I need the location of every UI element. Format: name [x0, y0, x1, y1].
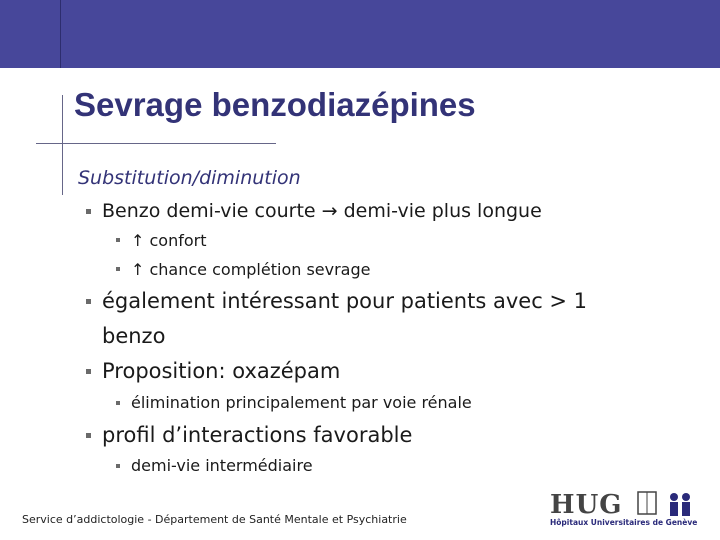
sub-bullet-text: ↑ chance complétion sevrage: [131, 260, 371, 279]
bullet-marker: [86, 369, 91, 374]
header-band: [0, 0, 720, 68]
bullet-text: Benzo demi-vie courte → demi-vie plus longue: [102, 200, 542, 222]
header-divider: [60, 0, 61, 68]
bullet-marker: [86, 209, 91, 214]
slide-title: Sevrage benzodiazépines: [74, 86, 476, 123]
logo-wordmark: HUG: [550, 490, 623, 520]
bullet-marker: [86, 299, 91, 304]
title-divider-horizontal: [36, 143, 276, 144]
bullet-text: Proposition: oxazépam: [102, 359, 341, 383]
sub-bullet-text: demi-vie intermédiaire: [131, 456, 313, 475]
title-divider-vertical: [62, 95, 63, 195]
sub-bullet-text: ↑ confort: [131, 231, 207, 250]
bullet-text: profil d’interactions favorable: [102, 423, 413, 447]
sub-bullet-marker: [116, 267, 120, 271]
logo-subtitle: Hôpitaux Universitaires de Genève: [550, 518, 698, 527]
geneva-emblem-icon: [636, 490, 696, 518]
bullet-marker: [86, 433, 91, 438]
bullet-text-continuation: benzo: [102, 324, 166, 348]
bullet-text: également intéressant pour patients avec > 1: [102, 289, 588, 313]
hug-logo: [550, 490, 700, 530]
footer-text: Service d’addictologie - Département de Santé Mentale et Psychiatrie: [22, 513, 407, 526]
sub-bullet-text: élimination principalement par voie rénale: [131, 393, 472, 412]
sub-bullet-marker: [116, 464, 120, 468]
sub-bullet-marker: [116, 401, 120, 405]
sub-bullet-marker: [116, 238, 120, 242]
slide-subtitle: Substitution/diminution: [78, 167, 301, 189]
